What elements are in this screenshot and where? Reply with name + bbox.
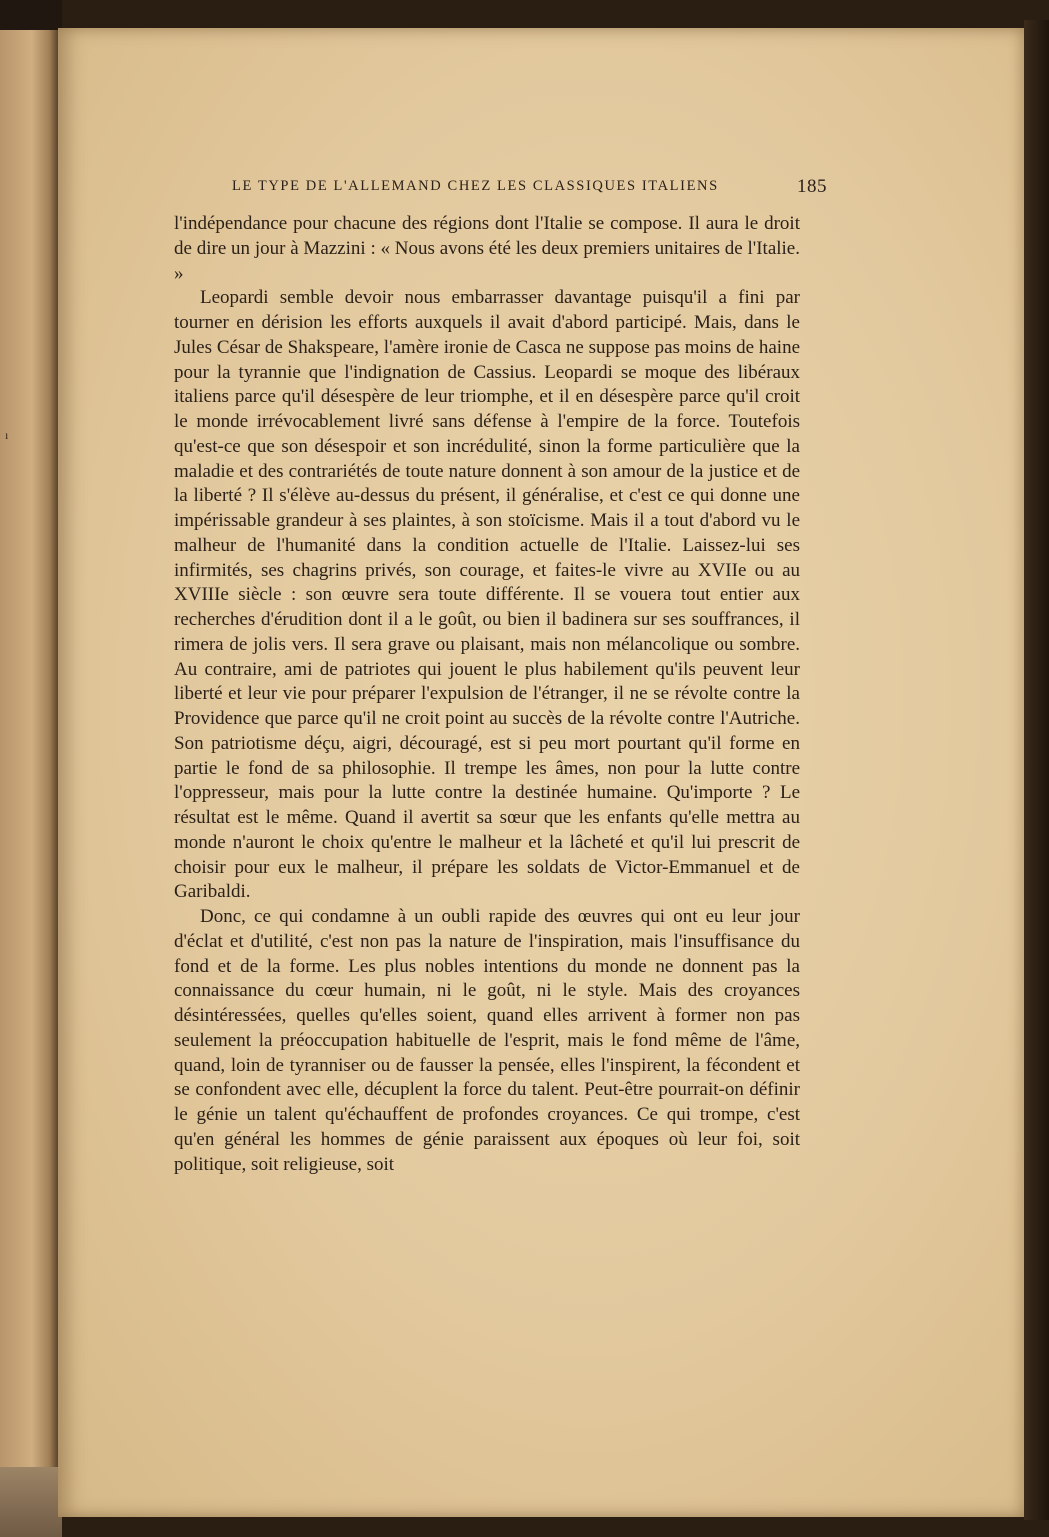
facing-page-edge bbox=[0, 0, 58, 1537]
running-head: LE TYPE DE L'ALLEMAND CHEZ LES CLASSIQUES ITALIENS bbox=[232, 178, 719, 194]
page-stack-edge bbox=[1024, 20, 1049, 1520]
body-text bbox=[174, 212, 800, 1177]
page-header bbox=[232, 176, 827, 202]
page-number: 185 bbox=[797, 176, 827, 197]
paragraph-3: Donc, ce qui condamne à un oubli rapide des œuvres qui ont eu leur jour d'éclat et d'utilité, c'est non pas la nature de l'inspiration, mais l'insuffisance du fond et de la forme. Les plus nobles intentions du monde ne donnent pas la connaissance du cœur humain, ni le goût, ni le style. Mais des croyances désintéressées, quelles qu'elles soient, quand elles arrivent à former non pas seulement la préoccupation habituelle de l'esprit, mais le fond même de l'âme, quand, loin de tyranniser ou de fausser la pensée, elles l'inspirent, la fécondent et se confondent avec elle, décuplent la force du talent. Peut-être pourrait-on définir le génie un talent qu'échauffent de profondes croyances. Ce qui trompe, c'est qu'en général les hommes de génie paraissent aux époques où leur foi, soit politique, soit religieuse, soit bbox=[174, 906, 800, 1175]
facing-page-bottom bbox=[0, 1467, 62, 1537]
binding-shadow bbox=[0, 0, 62, 30]
margin-mark: ı bbox=[5, 428, 9, 442]
paragraph-2: Leopardi semble devoir nous embarrasser davantage puisqu'il a fini par tourner en dérision les efforts auxquels il avait d'abord participé. Mais, dans le Jules César de Shakspeare, l'amère ironie de Casca ne suppose pas moins de haine pour la tyrannie que l'indignation de Cassius. Leopardi se moque des libéraux italiens parce qu'il désespère de leur triomphe, et il en désespère parce qu'il croit le monde irrévocablement livré sans défense à l'empire de la force. Toutefois qu'est-ce que son désespoir et son incrédulité, sinon la forme particulière que la maladie et des contrariétés de toute nature donnent à son amour de la justice et de la liberté ? Il s'élève au-dessus du présent, il généralise, et c'est ce qui donne une impérissable grandeur à ses plaintes, à son stoïcisme. Mais il a tout d'abord vu le malheur de l'humanité dans la condition actuelle de l'Italie. Laissez-lui ses infirmités, ses chagrins privés, son courage, et faites-le vivre au XVIIe ou au XVIIIe siècle : son œuvre sera toute différente. Il se vouera tout entier aux recherches d'érudition dont il a le goût, ou bien il badinera sur ses souffrances, il rimera de jolis vers. Il sera grave ou plaisant, mais non mélancolique ou sombre. Au contraire, ami de patriotes qui jouent le plus habilement qu'ils peuvent leur liberté et leur vie pour préparer l'expulsion de l'étranger, il ne se révolte contre la Providence que parce qu'il ne croit point au succès de la révolte contre l'Autriche. Son patriotisme déçu, aigri, découragé, est si peu mort pourtant qu'il forme en partie le fond de sa philosophie. Il trempe les âmes, non pour la lutte contre l'oppresseur, mais pour la lutte contre la destinée humaine. Qu'importe ? Le résultat est le même. Quand il avertit sa sœur que les enfants qu'elle mettra au monde n'auront le choix qu'entre le malheur et la lâcheté et qu'il lui prescrit de choisir pour eux le malheur, il prépare les soldats de Victor-Emmanuel et de Garibaldi. bbox=[174, 287, 800, 903]
paragraph-1: l'indépendance pour chacune des régions dont l'Italie se compose. Il aura le droit de dire un jour à Mazzini : « Nous avons été les deux premiers unitaires de l'Italie. » bbox=[174, 213, 800, 284]
